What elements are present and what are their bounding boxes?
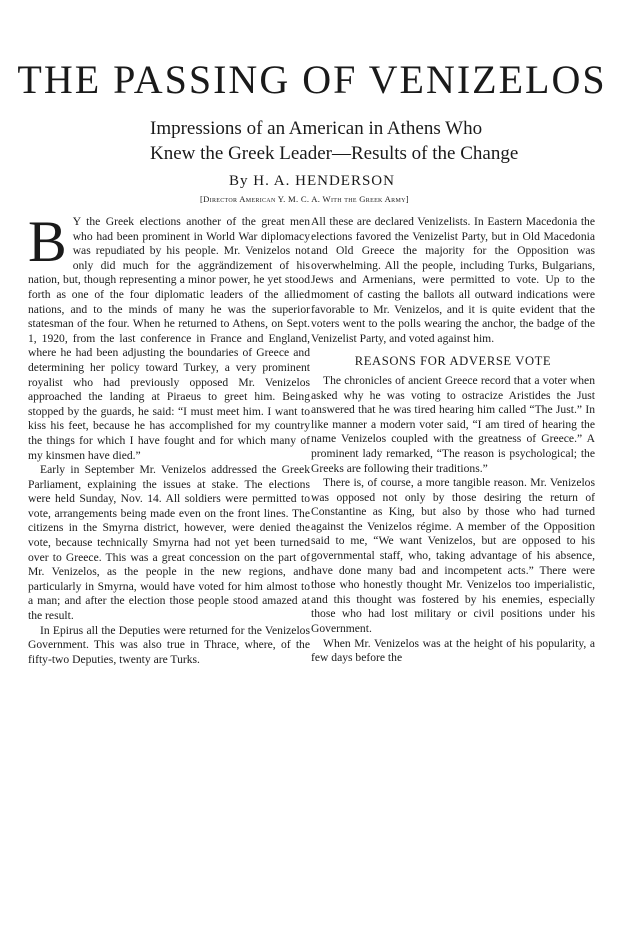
subtitle-line-1: Impressions of an American in Athens Who [150,118,483,139]
subtitle-line-2: Knew the Greek Leader—Results of the Change [150,143,519,164]
byline: By H. A. HENDERSON [229,173,395,189]
right-column [311,215,595,666]
paragraph: When Mr. Venizelos was at the height of his popularity, a few days before the [311,636,595,665]
paragraph: Early in September Mr. Venizelos addressed the Greek Parliament, explaining the issues at stake. The elections were held Sunday, Nov. 14. All soldiers were permitted to vote, arrangements being made even on the front lines. The citizens in the Smyrna district, however, were denied the vote, because technically Smyrna had not yet been turned over to Greece. This was a great concession on the part of Mr. Venizelos, as the people in the new regions, and particularly in Smyrna, would have voted for him almost to a man; and after the election those people stood amazed at the result. [28,463,310,623]
article-subtitle [150,116,530,166]
paragraph: The chronicles of ancient Greece record that a voter when asked why he was voting to ostracize Aristides the Just answered that he was tired hearing him called “The Just.” In like manner a modern voter said, “I am tired of hearing the name Venizelos coupled with the greatness of Greece.” A prominent lady remarked, “The reason is psychological; the Greeks are following their traditions.” [311,373,595,475]
section-heading: REASONS FOR ADVERSE VOTE [354,354,552,369]
paragraph-text: Y the Greek elections another of the great men who had been prominent in World War diplomacy was repudiated by his people. Mr. Venizelos not only did much for the aggrändizement of his nation, but, though representing a minor power, he yet stood forth as one of the four diplomatic leaders of the allied nations, and to the minds of many he was the superior statesman of the four. When he returned to Athens, on Sept. 1, 1920, from the last conference in France and England, where he had been adjusting the boundaries of Greece and determining her policy toward Turkey, a very prominent royalist who had previously opposed Mr. Venizelos approached the landing at Piraeus to greet him. Being stopped by the guards, he said: “I must meet him. I want to kiss his feet, because he has accomplished for my country the things for which I have fought and for which many of my kinsmen have died.” [28,215,310,462]
drop-cap: B [28,209,67,274]
paragraph: There is, of course, a more tangible reason. Mr. Venizelos was opposed not only by those desiring the return of Constantine as King, but also by those who had turned against the Venizelos régime. A member of the Opposition said to me, “We want Venizelos, but are opposed to his governmental staff, who, taking advantage of his absence, have done many bad and incompetent acts.” There were those who honestly thought Mr. Venizelos too imperialistic, and this thought was fostered by his enemies, especially those who had lost military or civil positions under his Government. [311,476,595,636]
paragraph: All these are declared Venizelists. In Eastern Macedonia the elections favored the Venizelist Party, but in Old Macedonia and Old Greece the majority for the Opposition was overwhelming. All the people, including Turks, Bulgarians, Jews and Armenians, were permitted to vote. Up to the moment of casting the ballots all outward indications were favorable to Mr. Venizelos, and it is quite evident that the voters went to the polls wearing the anchor, the badge of the Venizelist Party, and voted against him. [311,215,595,345]
left-column [28,209,310,667]
article-title: THE PASSING OF VENIZELOS [17,57,607,102]
paragraph [28,209,310,463]
paragraph: In Epirus all the Deputies were returned for the Venizelos Government. This was also true in Thrace, where, of the fifty-two Deputies, twenty are Turks. [28,623,310,666]
author-affiliation: [Director American Y. M. C. A. With the Greek Army] [200,194,409,204]
